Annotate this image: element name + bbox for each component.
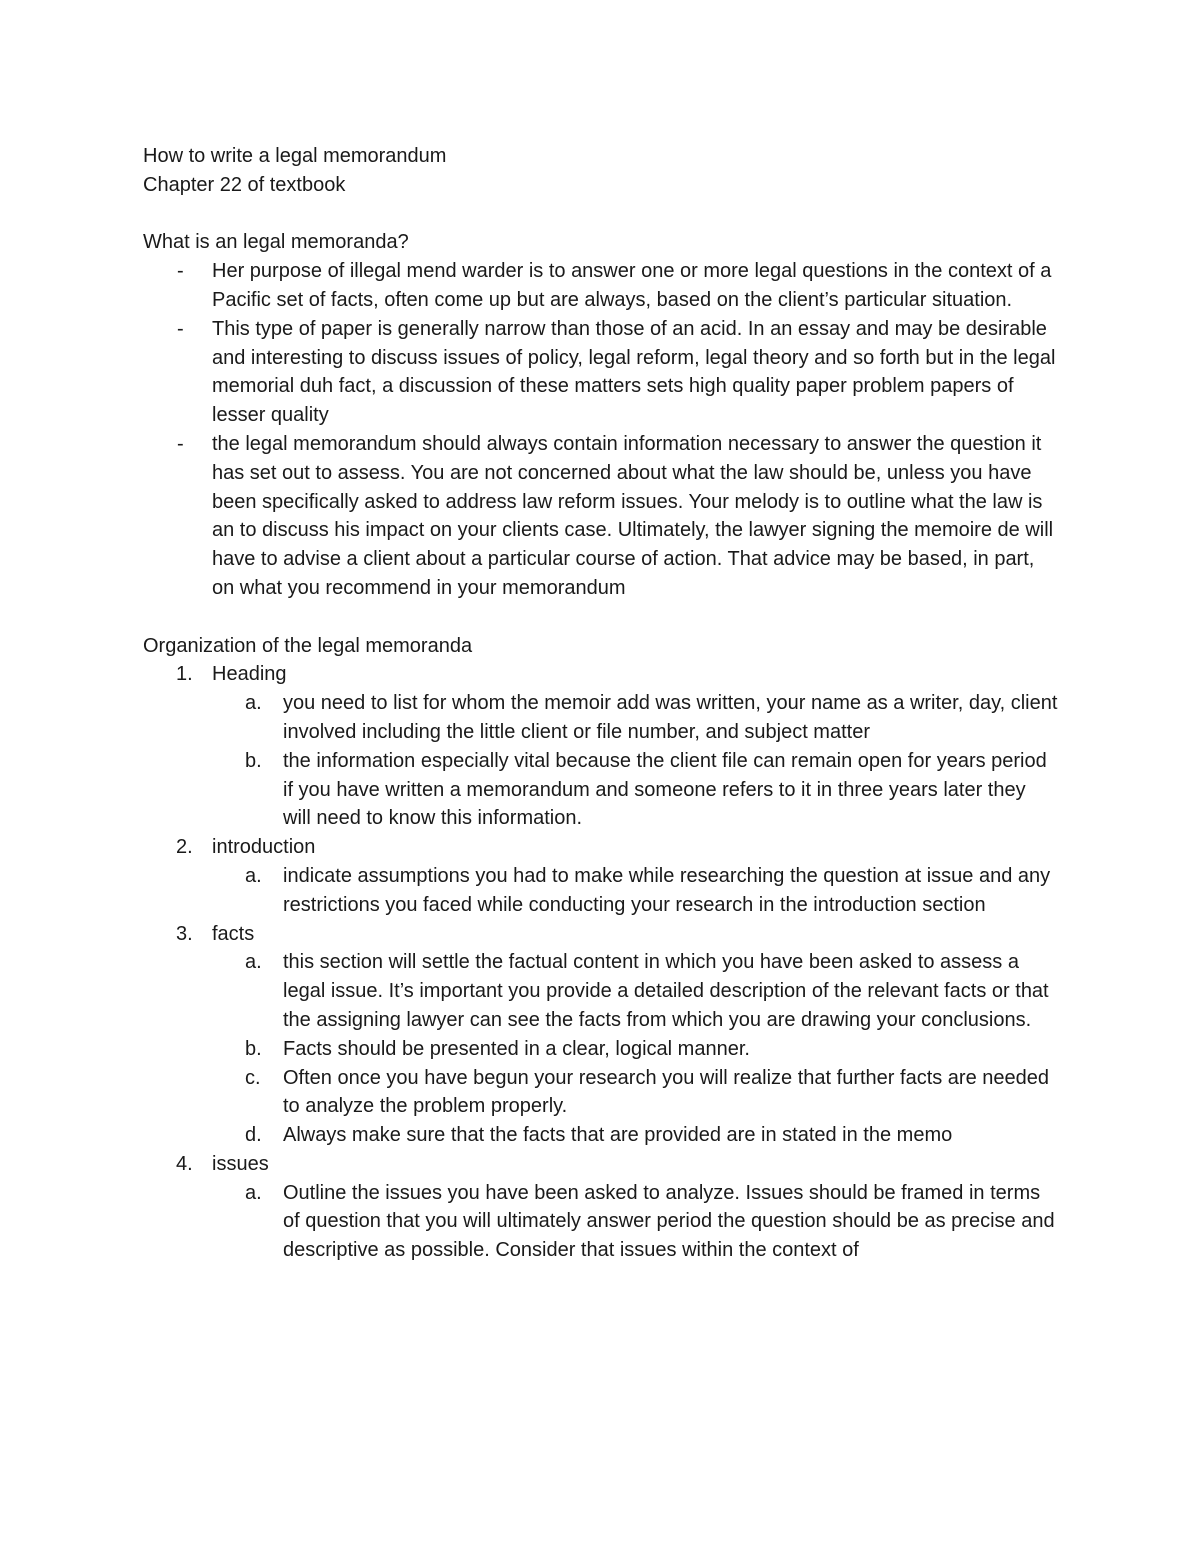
sub-item-text: indicate assumptions you had to make while researching the question at issue and any restrictions you faced while conducting your research in the introduction section — [283, 864, 1051, 916]
numbered-item-heading — [143, 660, 1058, 689]
dash-marker: - — [177, 260, 184, 283]
bullet-text: the legal memorandum should always contain information necessary to answer the question it has set out to assess. You are not concerned about what the law should be, unless you have been specifically asked to address law reform issues. Your melody is to outline what the law is an to discuss his impact on your clients case. Ultimately, the lawyer signing the memoire de will have to advise a client about a particular course of action. That advice may be based, in part, on what you recommend in your memorandum — [212, 432, 1054, 599]
numbered-item-issues — [143, 1150, 1058, 1179]
letter-marker: a. — [245, 1181, 262, 1204]
letter-marker: a. — [245, 951, 262, 974]
spacer — [143, 603, 1058, 632]
dash-marker: - — [177, 432, 184, 455]
section-heading-organization: Organization of the legal memoranda — [143, 634, 473, 657]
letter-marker: a. — [245, 692, 262, 715]
sub-list-item — [143, 1035, 1058, 1064]
number-marker: 3. — [176, 922, 193, 945]
numbered-item-introduction — [143, 833, 1058, 862]
numbered-item-label: facts — [212, 922, 255, 945]
document-page — [143, 142, 1058, 1265]
sub-item-text: you need to list for whom the memoir add was written, your name as a writer, day, client involved including the little client or file number, and subject matter — [283, 692, 1058, 743]
sub-item-text: Facts should be presented in a clear, logical manner. — [283, 1037, 750, 1060]
numbered-item-label: issues — [212, 1152, 269, 1175]
bullet-text: This type of paper is generally narrow than those of an acid. In an essay and may be desirable and interesting to discuss issues of policy, legal reform, legal theory and so forth but in the legal memorial duh fact, a discussion of these matters sets high quality paper problem papers of lesser quality — [212, 317, 1056, 427]
bullet-text: Her purpose of illegal mend warder is to answer one or more legal questions in the context of a Pacific set of facts, often come up but are always, based on the client’s particular situation. — [212, 260, 1052, 311]
letter-marker: d. — [245, 1124, 262, 1147]
number-marker: 4. — [176, 1152, 193, 1175]
sub-item-text: Often once you have begun your research you will realize that further facts are needed to analyze the problem properly. — [283, 1066, 1050, 1118]
list-item — [143, 315, 1058, 430]
number-marker: 2. — [176, 836, 193, 859]
letter-marker: c. — [245, 1066, 261, 1089]
number-marker: 1. — [176, 663, 193, 686]
spacer — [143, 200, 1058, 229]
sub-list-item — [143, 948, 1058, 1034]
letter-marker: b. — [245, 1037, 262, 1060]
letter-marker: a. — [245, 864, 262, 887]
sub-item-text: Always make sure that the facts that are provided are in stated in the memo — [283, 1124, 953, 1147]
numbered-item-label: Heading — [212, 663, 287, 686]
sub-list-item — [143, 1064, 1058, 1122]
numbered-item-facts — [143, 920, 1058, 949]
sub-item-text: the information especially vital because the client file can remain open for years period if you have written a memorandum and someone refers to it in three years later they will need to know this information. — [283, 749, 1047, 830]
dash-marker: - — [177, 317, 184, 340]
list-item — [143, 257, 1058, 315]
letter-marker: b. — [245, 749, 262, 772]
document-subtitle: Chapter 22 of textbook — [143, 173, 346, 196]
document-title: How to write a legal memorandum — [143, 145, 447, 167]
sub-list-item — [143, 1179, 1058, 1265]
numbered-item-label: introduction — [212, 836, 316, 859]
sub-list-item — [143, 1121, 1058, 1150]
list-item — [143, 430, 1058, 603]
sub-item-text: this section will settle the factual content in which you have been asked to assess a legal issue. It’s important you provide a detailed description of the relevant facts or that the assigning lawyer can see the facts from which you are drawing your conclusions. — [283, 951, 1049, 1031]
sub-item-text: Outline the issues you have been asked to analyze. Issues should be framed in terms of question that you will ultimately answer period the question should be as precise and descriptive as possible. Consider that issues within the context of — [283, 1181, 1055, 1262]
sub-list-item — [143, 689, 1058, 747]
sub-list-item — [143, 747, 1058, 833]
section-heading-what-is: What is an legal memoranda? — [143, 231, 409, 254]
sub-list-item — [143, 862, 1058, 920]
